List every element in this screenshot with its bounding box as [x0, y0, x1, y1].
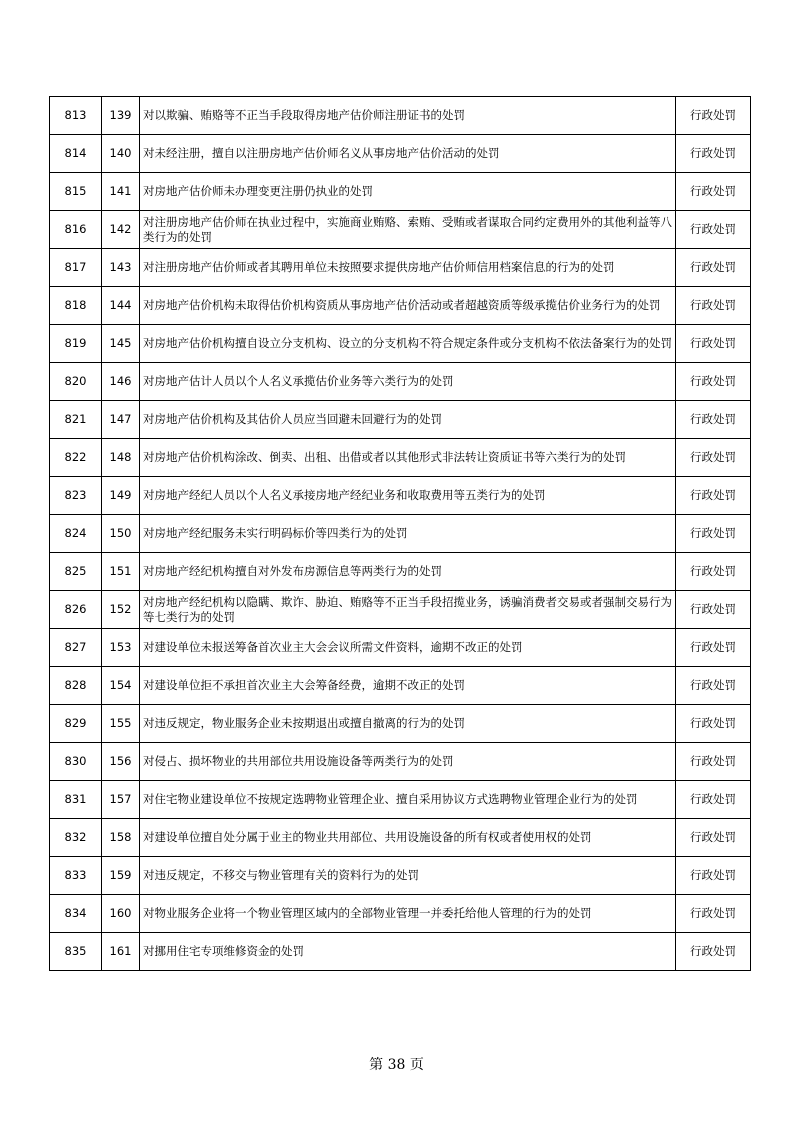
row-sub-number: 157: [102, 781, 140, 819]
table-row: [50, 97, 751, 135]
row-item-name: 对房地产估价师未办理变更注册仍执业的处罚: [140, 173, 676, 211]
row-sub-number: 154: [102, 667, 140, 705]
row-sub-number: 158: [102, 819, 140, 857]
row-seq-number: 813: [50, 97, 102, 135]
table-row: [50, 781, 751, 819]
row-sub-number: 148: [102, 439, 140, 477]
row-item-name: 对注册房地产估价师或者其聘用单位未按照要求提供房地产估价师信用档案信息的行为的处罚: [140, 249, 676, 287]
row-item-name: 对房地产估价机构涂改、倒卖、出租、出借或者以其他形式非法转让资质证书等六类行为的处罚: [140, 439, 676, 477]
row-seq-number: 814: [50, 135, 102, 173]
table-row: [50, 173, 751, 211]
row-power-type: 行政处罚: [676, 553, 751, 591]
row-seq-number: 821: [50, 401, 102, 439]
table-row: [50, 287, 751, 325]
table-body: [50, 97, 751, 971]
row-item-name: 对房地产估价机构及其估价人员应当回避未回避行为的处罚: [140, 401, 676, 439]
row-seq-number: 817: [50, 249, 102, 287]
row-power-type: 行政处罚: [676, 857, 751, 895]
row-item-name: 对侵占、损坏物业的共用部位共用设施设备等两类行为的处罚: [140, 743, 676, 781]
row-sub-number: 153: [102, 629, 140, 667]
row-sub-number: 146: [102, 363, 140, 401]
row-power-type: 行政处罚: [676, 705, 751, 743]
row-seq-number: 830: [50, 743, 102, 781]
table-row: [50, 895, 751, 933]
row-sub-number: 160: [102, 895, 140, 933]
row-seq-number: 820: [50, 363, 102, 401]
row-item-name: 对房地产估价机构未取得估价机构资质从事房地产估价活动或者超越资质等级承揽估价业务行为的处罚: [140, 287, 676, 325]
row-seq-number: 825: [50, 553, 102, 591]
table-row: [50, 819, 751, 857]
row-item-name: 对注册房地产估价师在执业过程中，实施商业贿赂、索贿、受贿或者谋取合同约定费用外的其他利益等八类行为的处罚: [140, 211, 676, 249]
row-power-type: 行政处罚: [676, 629, 751, 667]
row-sub-number: 139: [102, 97, 140, 135]
table-row: [50, 515, 751, 553]
table-row: [50, 743, 751, 781]
table-row: [50, 933, 751, 971]
row-seq-number: 826: [50, 591, 102, 629]
row-power-type: 行政处罚: [676, 743, 751, 781]
table-row: [50, 629, 751, 667]
row-seq-number: 815: [50, 173, 102, 211]
row-power-type: 行政处罚: [676, 135, 751, 173]
table-row: [50, 401, 751, 439]
row-power-type: 行政处罚: [676, 439, 751, 477]
row-power-type: 行政处罚: [676, 895, 751, 933]
row-item-name: 对物业服务企业将一个物业管理区域内的全部物业管理一并委托给他人管理的行为的处罚: [140, 895, 676, 933]
row-sub-number: 144: [102, 287, 140, 325]
row-seq-number: 828: [50, 667, 102, 705]
row-power-type: 行政处罚: [676, 781, 751, 819]
row-seq-number: 834: [50, 895, 102, 933]
row-sub-number: 143: [102, 249, 140, 287]
table-row: [50, 249, 751, 287]
row-seq-number: 831: [50, 781, 102, 819]
row-seq-number: 833: [50, 857, 102, 895]
row-power-type: 行政处罚: [676, 819, 751, 857]
row-power-type: 行政处罚: [676, 287, 751, 325]
row-item-name: 对挪用住宅专项维修资金的处罚: [140, 933, 676, 971]
row-seq-number: 816: [50, 211, 102, 249]
row-sub-number: 140: [102, 135, 140, 173]
table-row: [50, 553, 751, 591]
row-seq-number: 835: [50, 933, 102, 971]
row-seq-number: 832: [50, 819, 102, 857]
row-item-name: 对建设单位拒不承担首次业主大会筹备经费，逾期不改正的处罚: [140, 667, 676, 705]
row-power-type: 行政处罚: [676, 401, 751, 439]
row-seq-number: 829: [50, 705, 102, 743]
row-power-type: 行政处罚: [676, 97, 751, 135]
table-row: [50, 591, 751, 629]
row-sub-number: 145: [102, 325, 140, 363]
row-sub-number: 142: [102, 211, 140, 249]
row-item-name: 对房地产估计人员以个人名义承揽估价业务等六类行为的处罚: [140, 363, 676, 401]
power-list-table: [49, 96, 751, 971]
table-row: [50, 477, 751, 515]
row-seq-number: 824: [50, 515, 102, 553]
page-number: 第 38 页: [369, 1057, 424, 1073]
row-item-name: 对房地产经纪机构以隐瞒、欺诈、胁迫、贿赂等不正当手段招揽业务，诱骗消费者交易或者强制交易行为等七类行为的处罚: [140, 591, 676, 629]
table-row: [50, 135, 751, 173]
row-item-name: 对房地产经纪机构擅自对外发布房源信息等两类行为的处罚: [140, 553, 676, 591]
row-power-type: 行政处罚: [676, 363, 751, 401]
table-row: [50, 857, 751, 895]
row-power-type: 行政处罚: [676, 515, 751, 553]
row-seq-number: 827: [50, 629, 102, 667]
row-power-type: 行政处罚: [676, 477, 751, 515]
row-item-name: 对以欺骗、贿赂等不正当手段取得房地产估价师注册证书的处罚: [140, 97, 676, 135]
table-row: [50, 363, 751, 401]
row-seq-number: 822: [50, 439, 102, 477]
table-row: [50, 211, 751, 249]
row-power-type: 行政处罚: [676, 591, 751, 629]
row-item-name: 对房地产经纪服务未实行明码标价等四类行为的处罚: [140, 515, 676, 553]
row-power-type: 行政处罚: [676, 173, 751, 211]
row-sub-number: 159: [102, 857, 140, 895]
table-row: [50, 439, 751, 477]
row-power-type: 行政处罚: [676, 249, 751, 287]
row-item-name: 对房地产估价机构擅自设立分支机构、设立的分支机构不符合规定条件或分支机构不依法备案行为的处罚: [140, 325, 676, 363]
row-sub-number: 156: [102, 743, 140, 781]
row-power-type: 行政处罚: [676, 325, 751, 363]
table-row: [50, 667, 751, 705]
row-item-name: 对建设单位擅自处分属于业主的物业共用部位、共用设施设备的所有权或者使用权的处罚: [140, 819, 676, 857]
row-power-type: 行政处罚: [676, 211, 751, 249]
row-item-name: 对未经注册，擅自以注册房地产估价师名义从事房地产估价活动的处罚: [140, 135, 676, 173]
row-item-name: 对违反规定，不移交与物业管理有关的资料行为的处罚: [140, 857, 676, 895]
row-seq-number: 823: [50, 477, 102, 515]
row-seq-number: 819: [50, 325, 102, 363]
row-item-name: 对建设单位未报送筹备首次业主大会会议所需文件资料，逾期不改正的处罚: [140, 629, 676, 667]
table-row: [50, 705, 751, 743]
row-item-name: 对房地产经纪人员以个人名义承接房地产经纪业务和收取费用等五类行为的处罚: [140, 477, 676, 515]
row-power-type: 行政处罚: [676, 933, 751, 971]
row-power-type: 行政处罚: [676, 667, 751, 705]
row-sub-number: 147: [102, 401, 140, 439]
row-item-name: 对住宅物业建设单位不按规定选聘物业管理企业、擅自采用协议方式选聘物业管理企业行为的处罚: [140, 781, 676, 819]
row-item-name: 对违反规定，物业服务企业未按期退出或擅自撤离的行为的处罚: [140, 705, 676, 743]
table-row: [50, 325, 751, 363]
row-sub-number: 152: [102, 591, 140, 629]
row-sub-number: 151: [102, 553, 140, 591]
row-sub-number: 141: [102, 173, 140, 211]
row-sub-number: 149: [102, 477, 140, 515]
row-sub-number: 161: [102, 933, 140, 971]
row-sub-number: 155: [102, 705, 140, 743]
row-seq-number: 818: [50, 287, 102, 325]
row-sub-number: 150: [102, 515, 140, 553]
